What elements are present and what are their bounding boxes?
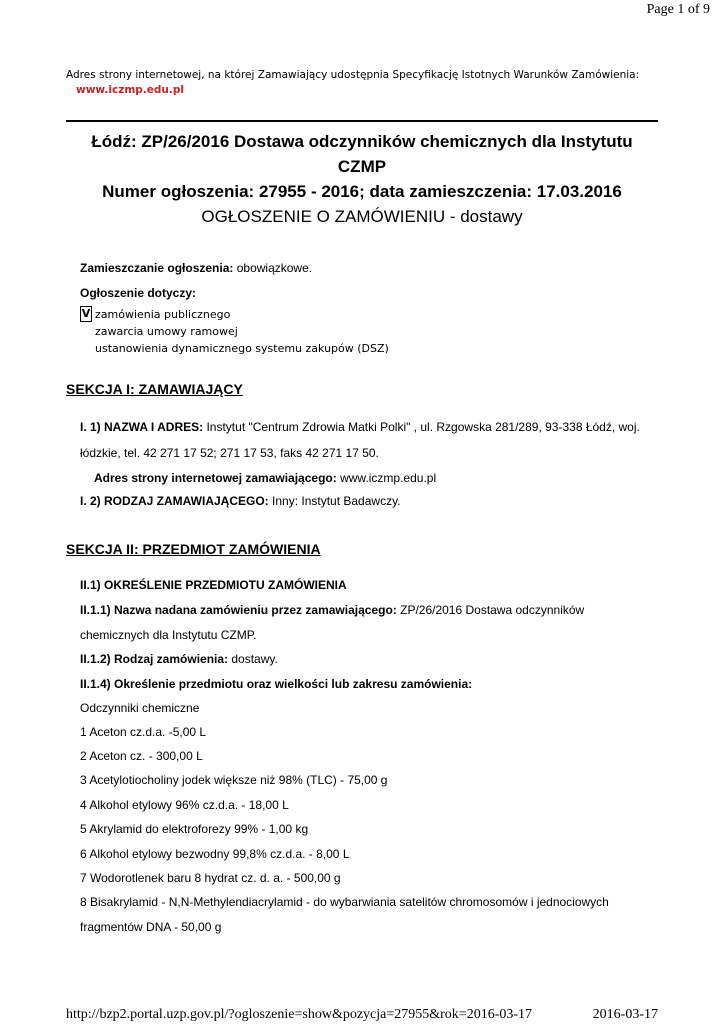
footer-url[interactable]: http://bzp2.portal.uzp.gov.pl/?ogloszenie=show&pozycja=27955&rok=2016-03-17 (66, 1007, 533, 1022)
header-divider (66, 120, 658, 122)
placement-row (80, 261, 312, 275)
order-name-row (80, 603, 584, 617)
list-item: 6 Alkohol etylowy bezwodny 99,8% cz.d.a. - 8,00 L (80, 847, 350, 861)
notice-title-line1: Łódź: ZP/26/2016 Dostawa odczynników chemicznych dla Instytutu (91, 132, 633, 151)
option-framework-agreement: zawarcia umowy ramowej (95, 325, 238, 338)
contracting-type-row (80, 494, 401, 508)
order-kind-value: dostawy. (231, 652, 278, 666)
list-item: 3 Acetylotiocholiny jodek większe niż 98% (TLC) - 75,00 g (80, 773, 388, 787)
contracting-website-row (94, 471, 436, 485)
contracting-website-value[interactable]: www.iczmp.edu.pl (340, 471, 437, 485)
order-scope-label: II.1.4) Określenie przedmiotu oraz wielkości lub zakresu zamówienia: (80, 677, 473, 691)
contracting-type-value: Inny: Instytut Badawczy. (272, 494, 401, 508)
option-public-order: zamówienia publicznego (95, 308, 231, 321)
contracting-type-label: I. 2) RODZAJ ZAMAWIAJĄCEGO: (80, 494, 269, 508)
section-1-heading: SEKCJA I: ZAMAWIAJĄCY (66, 381, 243, 397)
order-name-label: II.1.1) Nazwa nadana zamówieniu przez zamawiającego: (80, 603, 397, 617)
checkbox-public-order: V (81, 307, 91, 320)
order-name-line2: chemicznych dla Instytutu CZMP. (80, 628, 257, 642)
notice-number-date: Numer ogłoszenia: 27955 - 2016; data zamieszczenia: 17.03.2016 (102, 182, 622, 201)
section-2-heading: SEKCJA II: PRZEDMIOT ZAMÓWIENIA (66, 541, 321, 557)
order-kind-label: II.1.2) Rodzaj zamówienia: (80, 652, 229, 666)
contracting-name-label: I. 1) NAZWA I ADRES: (80, 420, 204, 434)
list-item: 4 Alkohol etylowy 96% cz.d.a. - 18,00 L (80, 798, 289, 812)
subject-subheading: II.1) OKREŚLENIE PRZEDMIOTU ZAMÓWIENIA (80, 578, 347, 592)
contracting-website-label: Adres strony internetowej zamawiającego: (94, 471, 337, 485)
option-dynamic-purchasing: ustanowienia dynamicznego systemu zakupów (DSZ) (95, 342, 389, 355)
list-item: 2 Aceton cz. - 300,00 L (80, 749, 203, 763)
concerns-label: Ogłoszenie dotyczy: (80, 286, 197, 300)
placement-label: Zamieszczanie ogłoszenia: (80, 261, 234, 275)
list-item: 1 Aceton cz.d.a. -5,00 L (80, 725, 207, 739)
notice-title-line2: CZMP (337, 157, 387, 176)
siwz-site-info: Adres strony internetowej, na której Zamawiający udostępnia Specyfikację Istotnych Warunków Zamówienia: (66, 69, 640, 81)
siwz-site-url[interactable]: www.iczmp.edu.pl (76, 84, 185, 96)
contracting-name-value: Instytut "Centrum Zdrowia Matki Polki" , ul. Rzgowska 281/289, 93-338 Łódź, woj. (206, 420, 640, 434)
placement-value: obowiązkowe. (236, 261, 313, 275)
list-item: 8 Bisakrylamid - N,N-Methylendiacrylamid - do wybarwiania satelitów chromosomów i jednociowych (80, 895, 609, 909)
list-item: 7 Wodorotlenek baru 8 hydrat cz. d. a. - 500,00 g (80, 871, 341, 885)
contracting-address-line2: łódzkie, tel. 42 271 17 52; 271 17 53, faks 42 271 17 50. (80, 446, 379, 460)
list-item: 5 Akrylamid do elektroforezy 99% - 1,00 kg (80, 822, 309, 836)
order-scope-intro: Odczynniki chemiczne (80, 701, 200, 715)
page-indicator: Page 1 of 9 (646, 2, 710, 17)
contracting-name-row (80, 420, 640, 434)
order-name-value: ZP/26/2016 Dostawa odczynników (400, 603, 585, 617)
footer-date: 2016-03-17 (592, 1007, 658, 1022)
list-item-continuation: fragmentów DNA - 50,00 g (80, 920, 222, 934)
order-kind-row (80, 652, 278, 666)
notice-subtitle: OGŁOSZENIE O ZAMÓWIENIU - dostawy (201, 207, 523, 226)
